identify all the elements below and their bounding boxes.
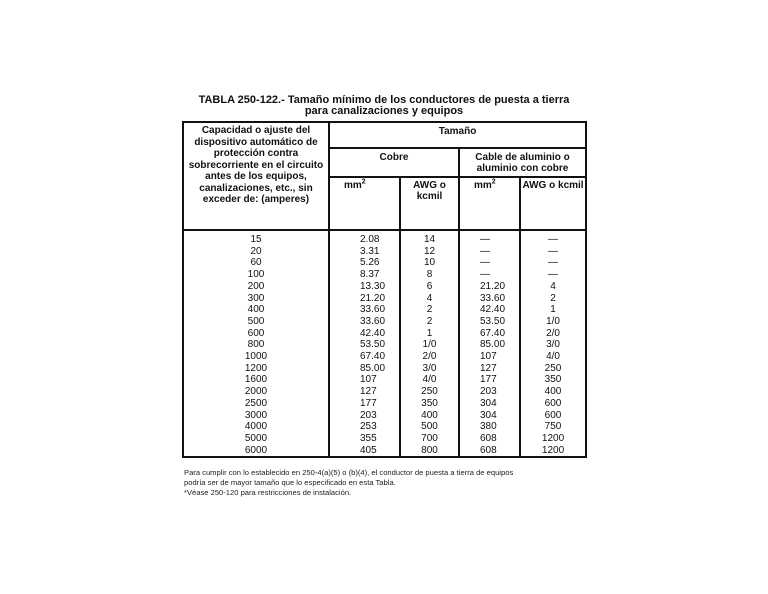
- table-row: [183, 257, 586, 269]
- aluminum-mm2-cell: 127: [459, 363, 520, 375]
- copper-awg-cell: 8: [400, 269, 459, 281]
- aluminum-mm2-cell: —: [459, 230, 520, 246]
- table-title: [180, 95, 588, 117]
- note-line2: podría ser de mayor tamaño que lo especificado en esta Tabla.: [184, 478, 396, 487]
- amperes-cell: 200: [183, 281, 329, 293]
- capacity-header: Capacidad o ajuste del dispositivo automático de protección contra sobrecorriente en el circuito antes de los equipos, canalizaciones, etc., sin exceder de: (amperes): [183, 122, 329, 230]
- copper-awg-cell: 12: [400, 246, 459, 258]
- copper-awg-cell: 3/0: [400, 363, 459, 375]
- aluminum-mm2-cell: 53.50: [459, 316, 520, 328]
- aluminum-awg-cell: 4: [520, 281, 586, 293]
- aluminum-mm2-cell: —: [459, 269, 520, 281]
- amperes-cell: 60: [183, 257, 329, 269]
- copper-mm2-cell: 253: [329, 421, 400, 433]
- aluminum-mm2-cell: 85.00: [459, 339, 520, 351]
- aluminum-awg-cell: 1200: [520, 445, 586, 458]
- copper-mm2-cell: 42.40: [329, 328, 400, 340]
- amperes-cell: 1000: [183, 351, 329, 363]
- table-row: [183, 445, 586, 458]
- grounding-conductor-table: [182, 121, 587, 458]
- copper-mm2-cell: 405: [329, 445, 400, 458]
- aluminum-mm2-cell: 608: [459, 445, 520, 458]
- copper-awg-cell: 6: [400, 281, 459, 293]
- amperes-cell: 4000: [183, 421, 329, 433]
- copper-mm2-cell: 107: [329, 374, 400, 386]
- amperes-cell: 3000: [183, 410, 329, 422]
- aluminum-awg-cell: 350: [520, 374, 586, 386]
- aluminum-awg-cell: 2/0: [520, 328, 586, 340]
- copper-mm2-cell: 177: [329, 398, 400, 410]
- aluminum-awg-cell: —: [520, 269, 586, 281]
- table-title-line2: para canalizaciones y equipos: [304, 105, 464, 117]
- aluminum-awg-cell: —: [520, 246, 586, 258]
- table-row: [183, 269, 586, 281]
- aluminum-mm2-cell: 67.40: [459, 328, 520, 340]
- table-row: [183, 433, 586, 445]
- amperes-cell: 15: [183, 230, 329, 246]
- amperes-cell: 5000: [183, 433, 329, 445]
- table-row: [183, 386, 586, 398]
- amperes-cell: 100: [183, 269, 329, 281]
- aluminum-mm2-cell: 177: [459, 374, 520, 386]
- table-row: [183, 410, 586, 422]
- aluminum-awg-cell: —: [520, 230, 586, 246]
- aluminum-header: Cable de aluminio o aluminio con cobre: [459, 148, 586, 177]
- copper-awg-cell: 1: [400, 328, 459, 340]
- table-row: [183, 363, 586, 375]
- aluminum-awg-header: AWG o kcmil: [520, 177, 586, 230]
- copper-mm2-cell: 21.20: [329, 293, 400, 305]
- aluminum-mm2-cell: 42.40: [459, 304, 520, 316]
- note-line1: Para cumplir con lo establecido en 250-4(a)(5) o (b)(4), el conductor de puesta a tierra de equipos: [184, 468, 514, 477]
- aluminum-awg-cell: —: [520, 257, 586, 269]
- aluminum-mm2-cell: —: [459, 257, 520, 269]
- aluminum-awg-cell: 600: [520, 398, 586, 410]
- table-row: [183, 328, 586, 340]
- copper-mm2-header: $mm^2$: [329, 177, 400, 230]
- amperes-cell: 6000: [183, 445, 329, 458]
- copper-awg-cell: 10: [400, 257, 459, 269]
- copper-awg-cell: 4: [400, 293, 459, 305]
- table-row: [183, 421, 586, 433]
- copper-awg-cell: 4/0: [400, 374, 459, 386]
- aluminum-mm2-cell: 203: [459, 386, 520, 398]
- aluminum-mm2-cell: 107: [459, 351, 520, 363]
- table-row: [183, 246, 586, 258]
- copper-awg-cell: 350: [400, 398, 459, 410]
- table-body: [183, 230, 586, 457]
- amperes-cell: 2500: [183, 398, 329, 410]
- amperes-cell: 400: [183, 304, 329, 316]
- amperes-cell: 1600: [183, 374, 329, 386]
- aluminum-awg-cell: 250: [520, 363, 586, 375]
- copper-header: Cobre: [329, 148, 459, 177]
- aluminum-awg-cell: 1/0: [520, 316, 586, 328]
- table-row: [183, 374, 586, 386]
- table-row: [183, 230, 586, 246]
- aluminum-mm2-cell: 33.60: [459, 293, 520, 305]
- table-row: [183, 339, 586, 351]
- table-row: [183, 293, 586, 305]
- copper-mm2-cell: 13.30: [329, 281, 400, 293]
- copper-mm2-cell: 53.50: [329, 339, 400, 351]
- aluminum-awg-cell: 4/0: [520, 351, 586, 363]
- copper-mm2-cell: 3.31: [329, 246, 400, 258]
- aluminum-mm2-cell: —: [459, 246, 520, 258]
- copper-mm2-cell: 33.60: [329, 304, 400, 316]
- table-row: [183, 398, 586, 410]
- aluminum-awg-cell: 750: [520, 421, 586, 433]
- aluminum-awg-cell: 1: [520, 304, 586, 316]
- copper-awg-cell: 700: [400, 433, 459, 445]
- copper-awg-cell: 2/0: [400, 351, 459, 363]
- copper-awg-cell: 400: [400, 410, 459, 422]
- copper-awg-cell: 500: [400, 421, 459, 433]
- copper-awg-cell: 2: [400, 316, 459, 328]
- copper-mm2-cell: 355: [329, 433, 400, 445]
- table-row: [183, 316, 586, 328]
- copper-mm2-cell: 203: [329, 410, 400, 422]
- amperes-cell: 20: [183, 246, 329, 258]
- copper-awg-cell: 2: [400, 304, 459, 316]
- amperes-cell: 300: [183, 293, 329, 305]
- copper-awg-cell: 800: [400, 445, 459, 458]
- copper-mm2-cell: 2.08: [329, 230, 400, 246]
- table-row: [183, 351, 586, 363]
- copper-mm2-cell: 8.37: [329, 269, 400, 281]
- copper-mm2-cell: 85.00: [329, 363, 400, 375]
- table-notes: [184, 468, 584, 498]
- copper-awg-cell: 250: [400, 386, 459, 398]
- amperes-cell: 600: [183, 328, 329, 340]
- aluminum-mm2-cell: 380: [459, 421, 520, 433]
- amperes-cell: 500: [183, 316, 329, 328]
- amperes-cell: 800: [183, 339, 329, 351]
- table-title-line1: TABLA 250-122.- Tamaño mínimo de los conductores de puesta a tierra: [198, 94, 570, 106]
- copper-awg-cell: 14: [400, 230, 459, 246]
- copper-mm2-cell: 5.26: [329, 257, 400, 269]
- copper-mm2-cell: 127: [329, 386, 400, 398]
- copper-awg-header: AWG o kcmil: [400, 177, 459, 230]
- aluminum-awg-cell: 3/0: [520, 339, 586, 351]
- size-header: Tamaño: [329, 122, 586, 148]
- aluminum-mm2-cell: 304: [459, 398, 520, 410]
- aluminum-awg-cell: 2: [520, 293, 586, 305]
- aluminum-awg-cell: 400: [520, 386, 586, 398]
- copper-mm2-cell: 67.40: [329, 351, 400, 363]
- copper-awg-cell: 1/0: [400, 339, 459, 351]
- note-line3: *Véase 250-120 para restricciones de instalación.: [184, 488, 352, 497]
- table-row: [183, 304, 586, 316]
- amperes-cell: 2000: [183, 386, 329, 398]
- amperes-cell: 1200: [183, 363, 329, 375]
- aluminum-awg-cell: 600: [520, 410, 586, 422]
- aluminum-mm2-cell: 608: [459, 433, 520, 445]
- copper-mm2-cell: 33.60: [329, 316, 400, 328]
- table-row: [183, 281, 586, 293]
- aluminum-mm2-cell: 21.20: [459, 281, 520, 293]
- aluminum-awg-cell: 1200: [520, 433, 586, 445]
- aluminum-mm2-header: $mm^2$: [459, 177, 520, 230]
- aluminum-mm2-cell: 304: [459, 410, 520, 422]
